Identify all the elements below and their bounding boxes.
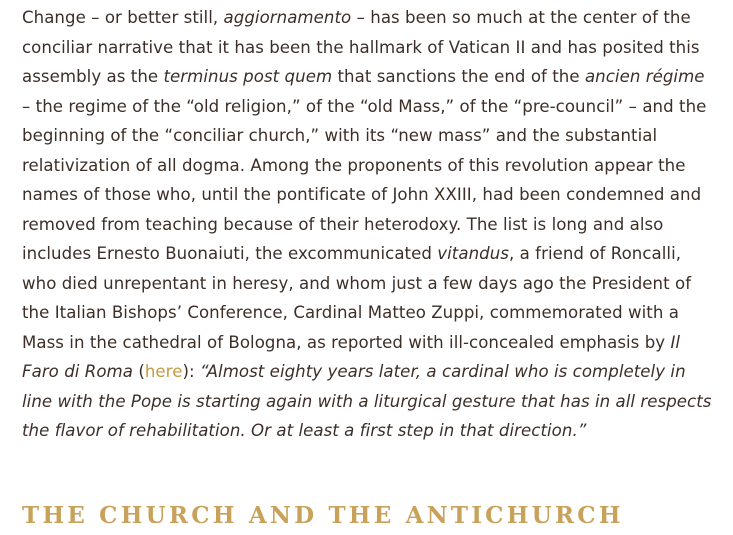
paragraph-text: , a friend of Roncalli, who died unrepentant in heresy, and whom just a few days ago the President of the Italian Bishops’ Conference, Cardinal Matteo Zuppi, commemorated with a Mass in the cathedral of Bologna, as reported with ill-concealed emphasis by [22,244,692,352]
paragraph-text: ): [182,362,200,381]
italic-source-il-faro-di-roma: Il Faro di Roma [22,332,681,381]
italic-term-aggiornamento: aggiornamento [223,8,352,27]
italic-term-terminus-post-quem: terminus post quem [163,67,333,86]
paragraph-text: – has been so much at the center of the conciliar narrative that it has been the hallmark of Vatican II and has posited this assembly as the [22,8,700,86]
here-link[interactable]: here [144,362,183,381]
italic-quote: “Almost eighty years later, a cardinal who is completely in line with the Pope is starting again with a liturgical gesture that has in all respects the flavor of rehabilitation. Or at least a first step in that direction.” [22,362,712,440]
paragraph-text: – the regime of the “old religion,” of the “old Mass,” of the “pre-council” – and the beginning of the “conciliar church,” with its “new mass” and the substantial relativization of all dogma. Among the proponents of this revolution appear the names of those who, until the pontificate of John XXIII, had been condemned and removed from teaching because of their heterodoxy. The list is long and also includes Ernesto Buonaiuti, the excommunicated [22,96,707,263]
paragraph-text: Change – or better still, [22,8,224,27]
italic-term-ancien-regime: ancien régime [584,67,705,86]
italic-term-vitandus: vitandus [437,244,509,263]
paragraph-text: that sanctions the end of the [332,67,585,86]
article-paragraph [22,3,716,446]
section-heading: THE CHURCH AND THE ANTICHURCH [22,502,624,529]
article-body [22,3,716,446]
paragraph-text: ( [133,362,145,381]
